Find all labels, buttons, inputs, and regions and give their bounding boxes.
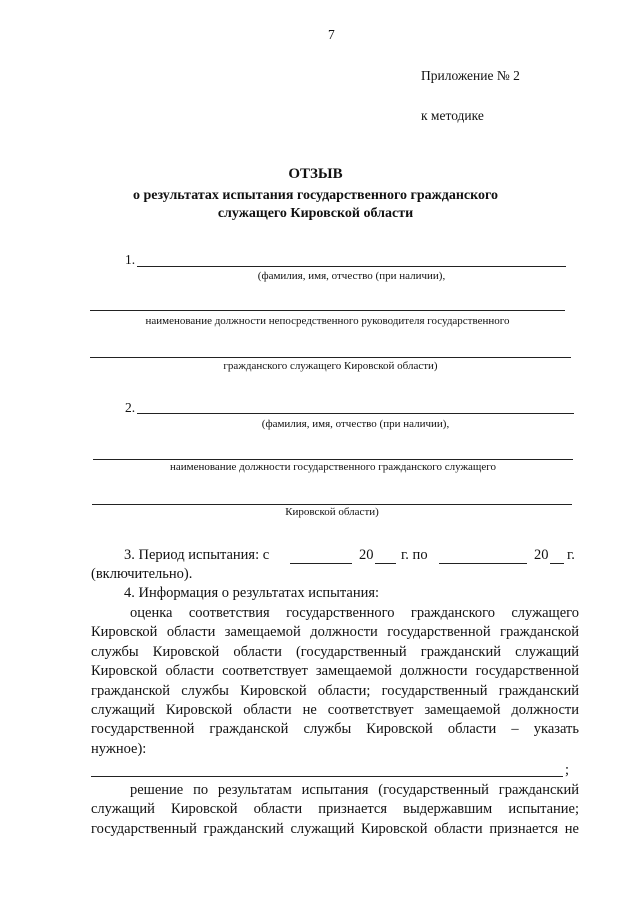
start-year-prefix: 20 — [359, 547, 374, 563]
assessment-semicolon: ; — [565, 762, 570, 778]
decision-line: служащий Кировской области признается выдержавшим испытание; — [91, 801, 579, 818]
end-date-blank — [439, 563, 527, 564]
assessment-line: служащий Кировской области не соответствует замещаемой должности — [91, 702, 579, 719]
decision-line: решение по результатам испытания (государственный гражданский — [130, 782, 579, 798]
supervisor-fio-caption: (фамилия, имя, отчество (при наличии), — [257, 270, 446, 282]
assessment-line: нужное): — [91, 740, 147, 757]
inclusive-note: (включительно). — [91, 566, 193, 582]
decision-line: государственный гражданский служащий Кировской области признается не — [91, 820, 579, 837]
end-year-blank — [550, 563, 564, 564]
assessment-line: государственной гражданской службы Кировской области – указать — [91, 721, 579, 738]
employee-fio-line — [137, 413, 574, 414]
appendix-to-method: к методике — [421, 108, 484, 123]
employee-position-caption-2: Кировской области) — [285, 506, 379, 518]
employee-position-line-2 — [92, 504, 572, 505]
document-subtitle-line-2: служащего Кировской области — [217, 206, 414, 221]
appendix-label: Приложение № 2 — [421, 68, 520, 83]
assessment-line: гражданской службы Кировской области; государственный гражданский — [91, 682, 579, 699]
page-number: 7 — [328, 27, 335, 42]
assessment-answer-line — [91, 776, 563, 777]
start-date-blank — [290, 563, 352, 564]
assessment-line: Кировской области соответствует замещаемой должности государственной — [91, 663, 579, 680]
end-year-prefix: 20 — [534, 547, 549, 563]
employee-fio-caption: (фамилия, имя, отчество (при наличии), — [261, 418, 450, 430]
supervisor-position-line-1 — [90, 310, 565, 311]
decision-paragraph — [91, 781, 579, 839]
supervisor-position-caption-1: наименование должности непосредственного руководителя государственного — [145, 315, 510, 327]
end-year-suffix: г. — [567, 547, 575, 563]
supervisor-fio-line — [137, 266, 566, 267]
employee-position-caption-1: наименование должности государственного гражданского служащего — [169, 461, 497, 473]
assessment-line: Кировской области замещаемой должности государственной гражданской — [91, 624, 579, 641]
section-1-number: 1. — [125, 252, 136, 267]
assessment-line: оценка соответствия государственного гражданского служащего — [130, 605, 579, 621]
supervisor-position-caption-2: гражданского служащего Кировской области) — [223, 360, 438, 372]
results-info-heading: 4. Информация о результатах испытания: — [124, 585, 380, 601]
document-subtitle-line-1: о результатах испытания государственного гражданского — [132, 188, 499, 203]
start-year-suffix: г. по — [401, 547, 428, 563]
section-2-number: 2. — [125, 400, 136, 415]
employee-position-line-1 — [93, 459, 573, 460]
assessment-paragraph — [91, 604, 579, 759]
start-year-blank — [375, 563, 396, 564]
supervisor-position-line-2 — [90, 357, 571, 358]
document-title: ОТЗЫВ — [288, 166, 343, 182]
probation-period-label: 3. Период испытания: с — [124, 547, 270, 563]
assessment-line: службы Кировской области (государственный гражданский служащий — [91, 643, 579, 660]
